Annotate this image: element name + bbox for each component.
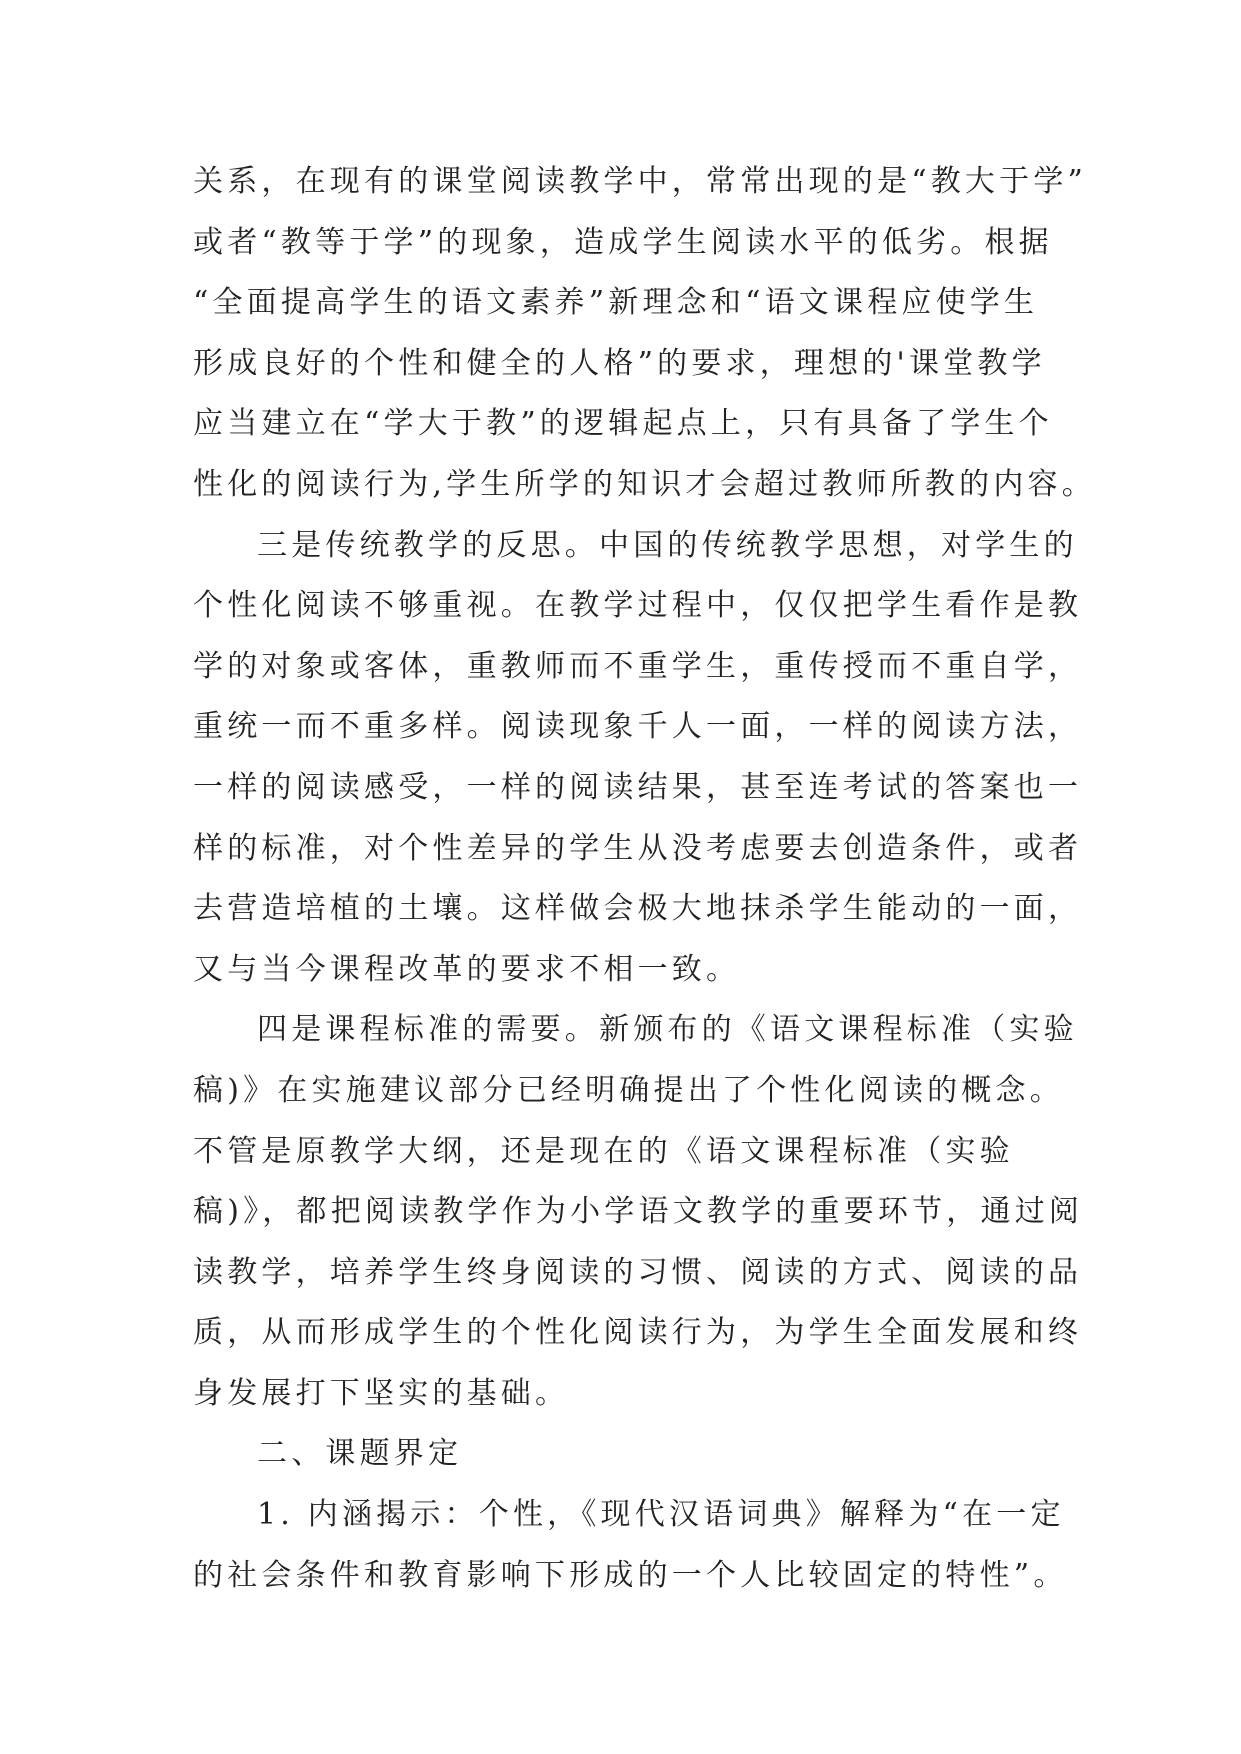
text-line: 重统一而不重多样。阅读现象千人一面，一样的阅读方法， xyxy=(193,709,1083,745)
text-line: 一样的阅读感受，一样的阅读结果，甚至连考试的答案也一 xyxy=(193,769,1083,805)
text-line: 性化的阅读行为,学生所学的知识才会超过教师所教的内容。 xyxy=(193,466,1096,502)
text-line: 又与当今课程改革的要求不相一致。 xyxy=(193,951,741,987)
paragraph-first-line: 三是传统教学的反思。中国的传统教学思想，对学生的 xyxy=(257,527,1078,563)
text-line: 质，从而形成学生的个性化阅读行为，为学生全面发展和终 xyxy=(193,1315,1083,1351)
text-line: 或者“教等于学”的现象，造成学生阅读水平的低劣。根据 xyxy=(193,224,1053,260)
text-line: 不管是原教学大纲，还是现在的《语文课程标准（实验 xyxy=(193,1133,1014,1169)
paragraph-first-line: 1. 内涵揭示：个性，《现代汉语词典》解释为“在一定 xyxy=(257,1497,1065,1533)
text-line: 去营造培植的土壤。这样做会极大地抹杀学生能动的一面， xyxy=(193,891,1083,927)
text-line: 样的标准，对个性差异的学生从没考虑要去创造条件，或者 xyxy=(193,830,1083,866)
text-line: 稿)》，都把阅读教学作为小学语文教学的重要环节，通过阅 xyxy=(193,1194,1084,1230)
text-line: 关系，在现有的课堂阅读教学中，常常出现的是“教大于学” xyxy=(193,164,1088,199)
text-line: 读教学，培养学生终身阅读的习惯、阅读的方式、阅读的品 xyxy=(193,1254,1083,1290)
text-line: 身发展打下坚实的基础。 xyxy=(193,1375,570,1411)
body-text xyxy=(193,152,1096,1606)
paragraph-first-line: 四是课程标准的需要。新颁布的《语文课程标准（实验 xyxy=(257,1012,1078,1048)
text-line: “全面提高学生的语文素养”新理念和“语文课程应使学生 xyxy=(193,285,1039,321)
text-line: 学的对象或客体，重教师而不重学生，重传授而不重自学， xyxy=(193,648,1083,684)
section-heading: 二、课题界定 xyxy=(257,1436,463,1472)
text-line: 稿)》在实施建议部分已经明确提出了个性化阅读的概念。 xyxy=(193,1072,1064,1108)
text-line: 的社会条件和教育影响下形成的一个人比较固定的特性”。 xyxy=(193,1557,1068,1593)
text-line: 形成良好的个性和健全的人格”的要求，理想的'课堂教学 xyxy=(193,345,1046,381)
text-line: 个性化阅读不够重视。在教学过程中，仅仅把学生看作是教 xyxy=(193,588,1083,624)
text-line: 应当建立在“学大于教”的逻辑起点上，只有具备了学生个 xyxy=(193,406,1053,442)
